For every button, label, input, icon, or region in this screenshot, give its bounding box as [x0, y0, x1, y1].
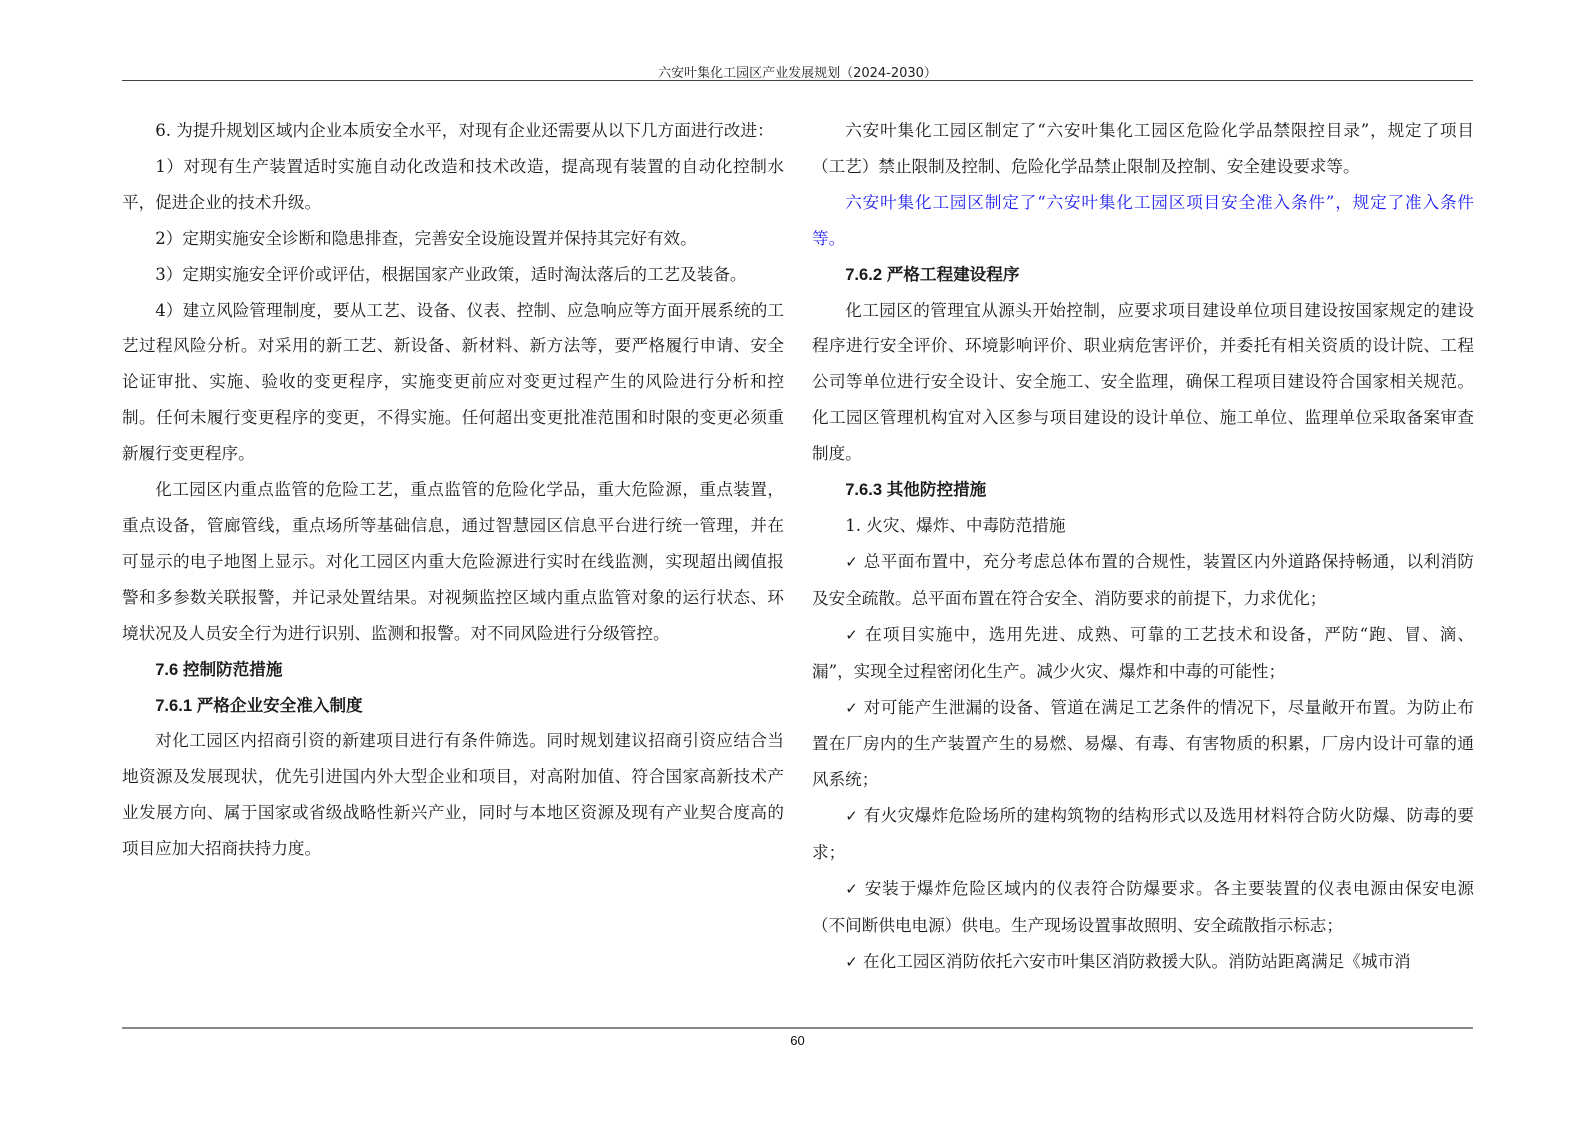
bullet-text: 总平面布置中，充分考虑总体布置的合规性，装置区内外道路保持畅通，以利消防及安全疏散。总平面布置在符合安全、消防要求的前提下，力求优化；	[812, 551, 1474, 608]
paragraph: 6. 为提升规划区域内企业本质安全水平，对现有企业还需要从以下几方面进行改进：	[155, 121, 774, 140]
section-heading-7-6: 7.6 控制防范措施	[155, 659, 283, 679]
bullet-text: 安装于爆炸危险区域内的仪表符合防爆要求。各主要装置的仪表电源由保安电源（不间断供电电源）供电。生产现场设置事故照明、安全疏散指示标志；	[812, 879, 1475, 935]
bullet-item	[812, 544, 1474, 617]
bullet-item	[812, 617, 1474, 690]
check-icon: ✓	[845, 880, 859, 899]
footer-divider	[122, 1027, 1473, 1029]
page-number: 60	[790, 1033, 805, 1048]
document-header-title: 六安叶集化工园区产业发展规划（2024-2030）	[658, 66, 937, 81]
header-divider	[122, 80, 1473, 81]
paragraph: 3）定期实施安全评价或评估，根据国家产业政策，适时淘汰落后的工艺及装备。	[155, 264, 747, 284]
paragraph: 2）定期实施安全诊断和隐患排查，完善安全设施设置并保持其完好有效。	[155, 228, 697, 248]
bullet-text: 对可能产生泄漏的设备、管道在满足工艺条件的情况下，尽量敞开布置。为防止布置在厂房内的生产装置产生的易燃、易爆、有毒、有害物质的积累，厂房内设计可靠的通风系统；	[812, 697, 1474, 790]
bullet-item	[812, 690, 1474, 799]
check-icon: ✓	[845, 625, 859, 644]
paragraph: 1. 火灾、爆炸、中毒防范措施	[845, 515, 1066, 535]
paragraph: 化工园区内重点监管的危险工艺，重点监管的危险化学品，重大危险源，重点装置，重点设备，管廊管线，重点场所等基础信息，通过智慧园区信息平台进行统一管理，并在可显示的电子地图上显示。对化工园区内重大危险源进行实时在线监测，实现超出阈值报警和多参数关联报警，并记录处置结果。对视频监控区域内重点监管对象的运行状态、环境状况及人员安全行为进行识别、监测和报警。对不同风险进行分级管控。	[122, 480, 784, 643]
section-heading-7-6-2: 7.6.2 严格工程建设程序	[845, 264, 1020, 284]
bullet-text: 在项目实施中，选用先进、成熟、可靠的工艺技术和设备，严防“跑、冒、滴、漏”，实现全过程密闭化生产。减少火灾、爆炸和中毒的可能性；	[812, 624, 1474, 681]
section-heading-7-6-1: 7.6.1 严格企业安全准入制度	[155, 695, 363, 715]
bullet-item	[812, 871, 1474, 944]
paragraph: 1）对现有生产装置适时实施自动化改造和技术改造，提高现有装置的自动化控制水平，促进企业的技术升级。	[122, 156, 784, 212]
paragraph: 4）建立风险管理制度，要从工艺、设备、仪表、控制、应急响应等方面开展系统的工艺过程风险分析。对采用的新工艺、新设备、新材料、新方法等，要严格履行申请、安全论证审批、实施、验收的变更程序，实施变更前应对变更过程产生的风险进行分析和控制。任何未履行变更程序的变更，不得实施。任何超出变更批准范围和时限的变更必须重新履行变更程序。	[122, 300, 784, 464]
right-column	[812, 113, 1474, 981]
left-column	[122, 113, 784, 867]
check-icon: ✓	[845, 552, 859, 571]
paragraph: 对化工园区内招商引资的新建项目进行有条件筛选。同时规划建议招商引资应结合当地资源及发展现状，优先引进国内外大型企业和项目，对高附加值、符合国家高新技术产业发展方向、属于国家或省级战略性新兴产业，同时与本地区资源及现有产业契合度高的项目应加大招商扶持力度。	[122, 731, 784, 859]
bullet-text: 有火灾爆炸危险场所的建构筑物的结构形式以及选用材料符合防火防爆、防毒的要求；	[812, 806, 1474, 863]
section-heading-7-6-3: 7.6.3 其他防控措施	[845, 480, 987, 500]
check-icon: ✓	[845, 698, 859, 717]
bullet-text: 在化工园区消防依托六安市叶集区消防救援大队。消防站距离满足《城市消	[863, 951, 1411, 971]
bullet-item	[812, 944, 1474, 981]
paragraph: 六安叶集化工园区制定了“六安叶集化工园区危险化学品禁限控目录”，规定了项目（工艺）禁止限制及控制、危险化学品禁止限制及控制、安全建设要求等。	[812, 121, 1474, 176]
bullet-item	[812, 798, 1474, 871]
highlighted-paragraph: 六安叶集化工园区制定了“六安叶集化工园区项目安全准入条件”，规定了准入条件等。	[812, 192, 1474, 248]
paragraph: 化工园区的管理宜从源头开始控制，应要求项目建设单位项目建设按国家规定的建设程序进行安全评价、环境影响评价、职业病危害评价，并委托有相关资质的设计院、工程公司等单位进行安全设计、安全施工、安全监理，确保工程项目建设符合国家相关规范。化工园区管理机构宜对入区参与项目建设的设计单位、施工单位、监理单位采取备案审查制度。	[812, 300, 1474, 464]
check-icon: ✓	[845, 952, 858, 971]
check-icon: ✓	[845, 807, 859, 826]
